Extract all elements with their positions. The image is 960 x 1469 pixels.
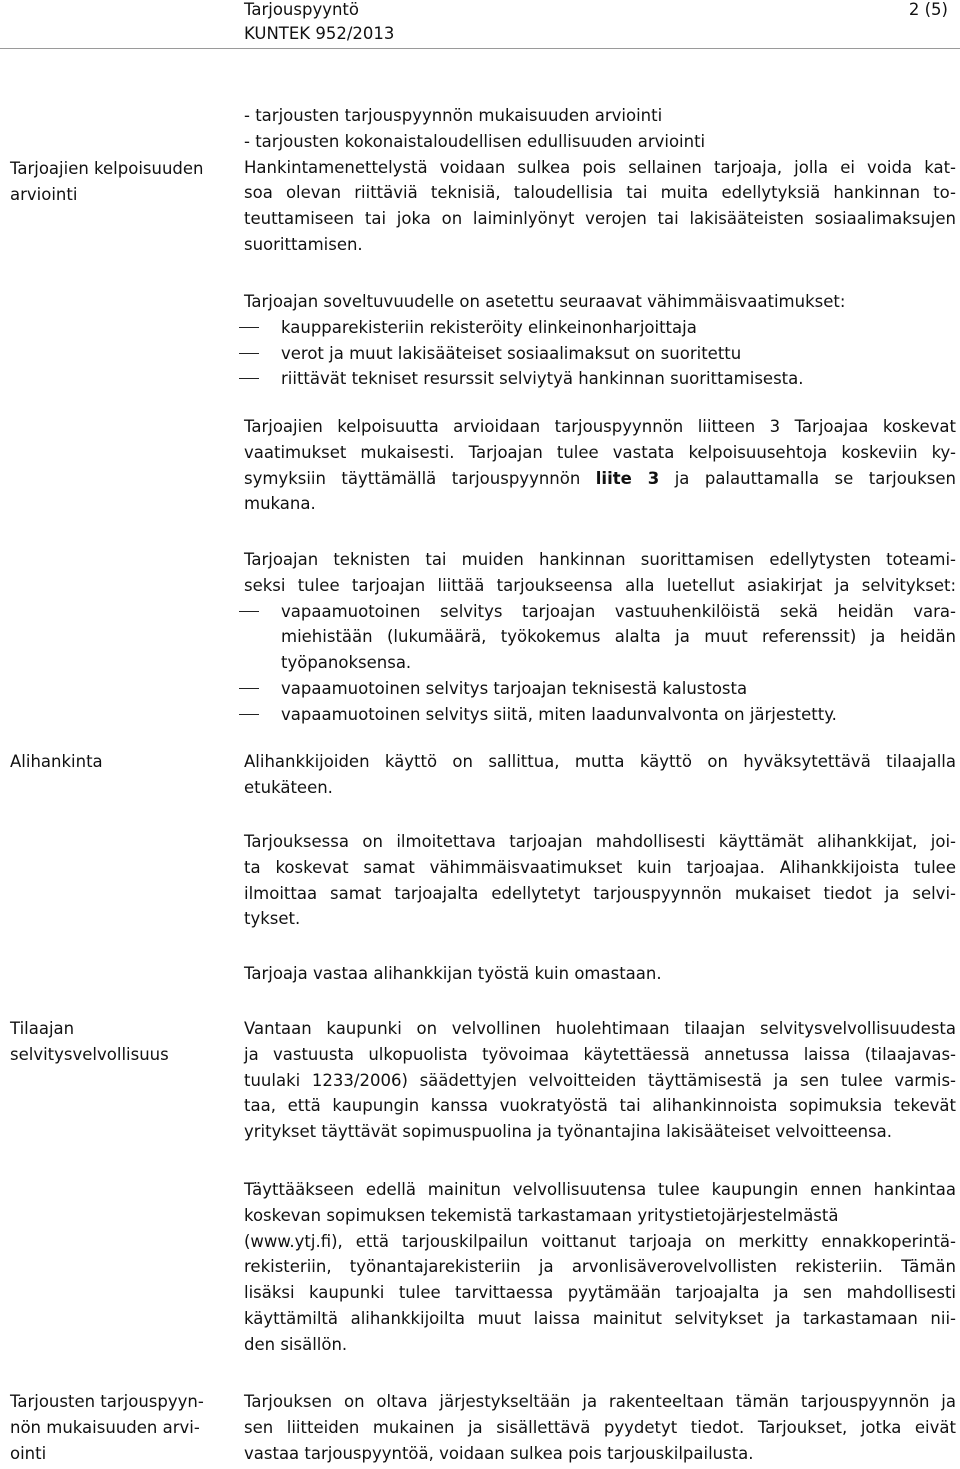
dash-bullet-icon bbox=[239, 714, 259, 715]
intro-line: Hankintamenettelystä voidaan sulkea pois sellainen tarjoaja, jolla ei voida kat- bbox=[244, 157, 956, 177]
dash-bullet-icon bbox=[239, 688, 259, 689]
section-label-alihankinta: Alihankinta bbox=[10, 752, 103, 771]
technical-requirements: Tarjoajan teknisten tai muiden hankinnan suorittamisen edellytysten toteami- seksi tulee tarjoajan liittää tarjoukseensa alla luetellut asiakirjat ja selvitykset: vapaamuotoinen selvitys tarjoajan vastuuhenkilöistä sekä heidän vara- miehistään (lukumäärä, työkokemus alalta ja muut referenssit) ja heidän työpanoksensa. vapaamuotoinen selvitys tarjoajan teknisestä kalustosta vapaamuotoinen selvitys siitä, miten laadunvalvonta on järjestetty. bbox=[244, 547, 956, 728]
kelpoisuus-intro bbox=[244, 103, 956, 258]
dash-bullet-icon bbox=[239, 611, 259, 612]
intro-line: soa olevan riittäviä teknisiä, taloudellisia tai muita edellytyksiä hankinnan to- bbox=[244, 183, 956, 203]
requirement-item: riittävät tekniset resurssit selviytyä hankinnan suorittamisesta. bbox=[244, 366, 956, 392]
liite-3-reference: liite 3 bbox=[595, 468, 660, 488]
technical-item: vapaamuotoinen selvitys siitä, miten laadunvalvonta on järjestetty. bbox=[244, 702, 956, 728]
section-label-selvitysvelvollisuus: Tilaajan selvitysvelvollisuus bbox=[10, 1019, 169, 1064]
document-title: Tarjouspyyntö bbox=[244, 0, 360, 19]
selvitysvelvollisuus-paragraph-2: Täyttääkseen edellä mainitun velvollisuutensa tulee kaupungin ennen hankintaa koskevan sopimuksen tekemistä tarkastamaan yritystietojärjestelmästä (www.ytj.fi), että tarjouskilpailun voittanut tarjoaja on merkitty ennakkoperintä- rekisteriin, työnantajarekisteriin ja arvonlisäverovelvollisten rekisteriin. Tämän lisäksi kaupunki tulee tarvittaessa pyytämään tarjoajalta ja sen mahdollisesti käyttämiltä alihankkijoilta muut laissa mainitut selvitykset ja tarkastamaan nii- den sisällön. bbox=[244, 1180, 956, 1354]
header-divider bbox=[0, 48, 960, 49]
section-label-kelpoisuus: Tarjoajien kelpoisuuden arviointi bbox=[10, 159, 204, 204]
requirements-intro: Tarjoajan soveltuvuudelle on asetettu seuraavat vähimmäisvaatimukset: bbox=[244, 292, 846, 311]
section-label-mukaisuus: Tarjousten tarjouspyyn- nön mukaisuuden arvi- ointi bbox=[10, 1392, 204, 1463]
intro-line: - tarjousten kokonaistaloudellisen edullisuuden arviointi bbox=[244, 131, 706, 151]
requirement-item: verot ja muut lakisääteiset sosiaalimaksut on suoritettu bbox=[244, 341, 956, 367]
alihankinta-paragraph-2: Tarjouksessa on ilmoitettava tarjoajan mahdollisesti käyttämät alihankkijat, joi- ta koskevat samat vähimmäisvaatimukset kuin tarjoajaa. Alihankkijoista tulee ilmoittaa samat tarjoajalta edellytetyt tarjouspyynnön mukaiset tiedot ja selvi- tykset. bbox=[244, 832, 956, 929]
intro-line: - tarjousten tarjouspyynnön mukaisuuden arviointi bbox=[244, 106, 663, 125]
page-number: 2 (5) bbox=[908, 0, 948, 19]
technical-item: vapaamuotoinen selvitys tarjoajan teknisestä kalustosta bbox=[244, 676, 956, 702]
mukaisuus-paragraph: Tarjouksen on oltava järjestykseltään ja rakenteeltaan tämän tarjouspyynnön ja sen liitteiden mukainen ja sisällettävä pyydetyt tiedot. Tarjoukset, jotka eivät vastaa tarjouspyyntöä, voidaan sulkea pois tarjouskilpailusta. bbox=[244, 1392, 956, 1463]
alihankinta-paragraph-1: Alihankkijoiden käyttö on sallittua, mutta käyttö on hyväksytettävä tilaajalla etukäteen. bbox=[244, 752, 956, 797]
requirement-item: kaupparekisteriin rekisteröity elinkeinonharjoittaja bbox=[244, 315, 956, 341]
selvitysvelvollisuus-paragraph-1: Vantaan kaupunki on velvollinen huolehtimaan tilaajan selvitysvelvollisuudesta ja vastuusta ulkopuolista työvoimaa käytettäessä annetussa laissa (tilaajavas- tuulaki 1233/2006) säädettyjen velvoitteiden täyttämisestä ja sen tulee varmis- taa, että kaupungin kanssa vuokratyöstä tai alihankinnoista sopimuksia tekevät yritykset täyttävät sopimuspuolina ja työnantajina lakisääteiset velvoitteensa. bbox=[244, 1019, 956, 1142]
assessment-paragraph: Tarjoajien kelpoisuutta arvioidaan tarjouspyynnön liitteen 3 Tarjoajaa koskevat vaatimukset mukaisesti. Tarjoajan tulee vastata kelpoisuusehtoja koskeviin ky- symyksiin täyttämällä tarjouspyynnön liite 3 ja palauttamalla se tarjouksen mukana. bbox=[244, 417, 957, 514]
dash-bullet-icon bbox=[239, 378, 259, 379]
dash-bullet-icon bbox=[239, 327, 259, 328]
technical-item: vapaamuotoinen selvitys tarjoajan vastuuhenkilöistä sekä heidän vara- bbox=[244, 599, 956, 625]
alihankinta-paragraph-3: Tarjoaja vastaa alihankkijan työstä kuin omastaan. bbox=[244, 964, 662, 983]
requirements-block bbox=[244, 289, 956, 392]
intro-line: suorittamisen. bbox=[244, 234, 363, 254]
dash-bullet-icon bbox=[239, 353, 259, 354]
document-reference: KUNTEK 952/2013 bbox=[244, 24, 395, 43]
intro-line: teuttamiseen tai joka on laiminlyönyt verojen tai lakisääteisten sosiaalimaksujen bbox=[244, 209, 956, 229]
